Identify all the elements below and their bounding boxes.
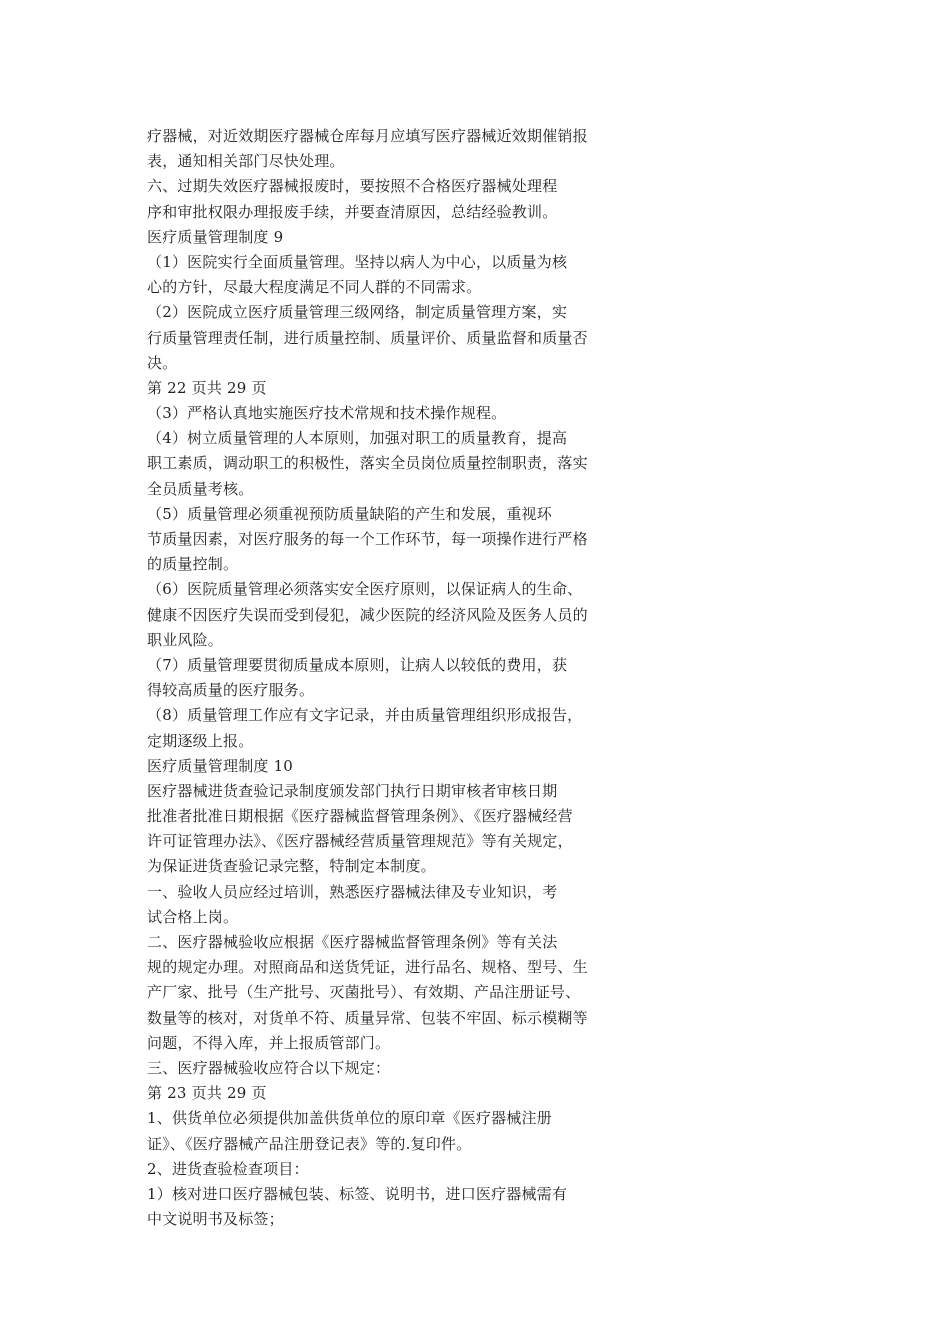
text-line: 1）核对进口医疗器械包装、标签、说明书，进口医疗器械需有 [147, 1184, 568, 1203]
text-line: 一、验收人员应经过培训，熟悉医疗器械法律及专业知识，考 [147, 882, 558, 901]
text-line: 二、医疗器械验收应根据《医疗器械监督管理条例》等有关法 [147, 933, 558, 951]
text-line: 表，通知相关部门尽快处理。 [147, 152, 345, 171]
text-line: 的质量控制。 [147, 555, 239, 574]
section-heading: 医疗质量管理制度 10 [147, 756, 294, 775]
text-line: 全员质量考核。 [147, 479, 254, 498]
text-line: （3）严格认真地实施医疗技术常规和技术操作规程。 [147, 404, 507, 423]
text-line: （1）医院实行全面质量管理。坚持以病人为中心，以质量为核 [147, 252, 568, 271]
text-line: 试合格上岗。 [147, 907, 239, 926]
text-line: 证》、《医疗器械产品注册登记表》等的.复印件。 [147, 1134, 472, 1153]
text-line: 中文说明书及标签； [147, 1210, 284, 1229]
text-line: 职工素质，调动职工的积极性，落实全员岗位质量控制职责，落实 [147, 454, 588, 473]
text-line: 行质量管理责任制，进行质量控制、质量评价、质量监督和质量否 [147, 328, 588, 347]
page-number: 第 23 页共 29 页 [147, 1084, 267, 1103]
text-line: 批准者批准日期根据《医疗器械监督管理条例》、《医疗器械经营 [147, 807, 573, 826]
text-line: 职业风险。 [147, 630, 224, 649]
page-number: 第 22 页共 29 页 [147, 378, 267, 397]
text-line: 2、进货查验检查项目： [147, 1159, 309, 1178]
text-line: 疗器械，对近效期医疗器械仓库每月应填写医疗器械近效期催销报 [147, 127, 588, 145]
text-line: 数量等的核对，对货单不符、质量异常、包装不牢固、标示模糊等 [147, 1008, 588, 1027]
text-line: （7）质量管理要贯彻质量成本原则，让病人以较低的费用，获 [147, 655, 568, 674]
text-line: （4）树立质量管理的人本原则，加强对职工的质量教育，提高 [147, 429, 568, 448]
document-page [147, 124, 637, 1232]
text-line: 许可证管理办法》、《医疗器械经营质量管理规范》等有关规定， [147, 832, 573, 851]
text-line: 得较高质量的医疗服务。 [147, 681, 315, 700]
text-line: 节质量因素，对医疗服务的每一个工作环节，每一项操作进行严格 [147, 530, 588, 548]
section-heading: 医疗质量管理制度 9 [147, 227, 284, 246]
text-line: 决。 [147, 353, 178, 372]
text-line: （2）医院成立医疗质量管理三级网络，制定质量管理方案，实 [147, 303, 568, 322]
text-line: （5）质量管理必须重视预防质量缺陷的产生和发展，重视环 [147, 504, 552, 523]
text-line: 健康不因医疗失误而受到侵犯，减少医院的经济风险及医务人员的 [147, 605, 588, 624]
text-line: 问题，不得入库，并上报质管部门。 [147, 1033, 391, 1052]
text-line: 心的方针，尽最大程度满足不同人群的不同需求。 [147, 278, 482, 297]
text-line: 规的规定办理。对照商品和送货凭证，进行品名、规格、型号、生 [147, 958, 588, 977]
text-line: 三、医疗器械验收应符合以下规定： [147, 1058, 391, 1077]
text-line: 医疗器械进货查验记录制度颁发部门执行日期审核者审核日期 [147, 781, 558, 800]
text-line: 为保证进货查验记录完整，特制定本制度。 [147, 857, 436, 876]
text-line: （6）医院质量管理必须落实安全医疗原则，以保证病人的生命、 [147, 580, 583, 599]
text-line: 定期逐级上报。 [147, 731, 254, 750]
text-line: （8）质量管理工作应有文字记录，并由质量管理组织形成报告， [147, 706, 583, 725]
text-line: 1、供货单位必须提供加盖供货单位的原印章《医疗器械注册 [147, 1109, 552, 1128]
text-line: 六、过期失效医疗器械报废时，要按照不合格医疗器械处理程 [147, 177, 558, 196]
text-line: 序和审批权限办理报废手续，并要查清原因，总结经验教训。 [147, 202, 558, 221]
text-line: 产厂家、批号（生产批号、灭菌批号）、有效期、产品注册证号、 [147, 983, 581, 1002]
